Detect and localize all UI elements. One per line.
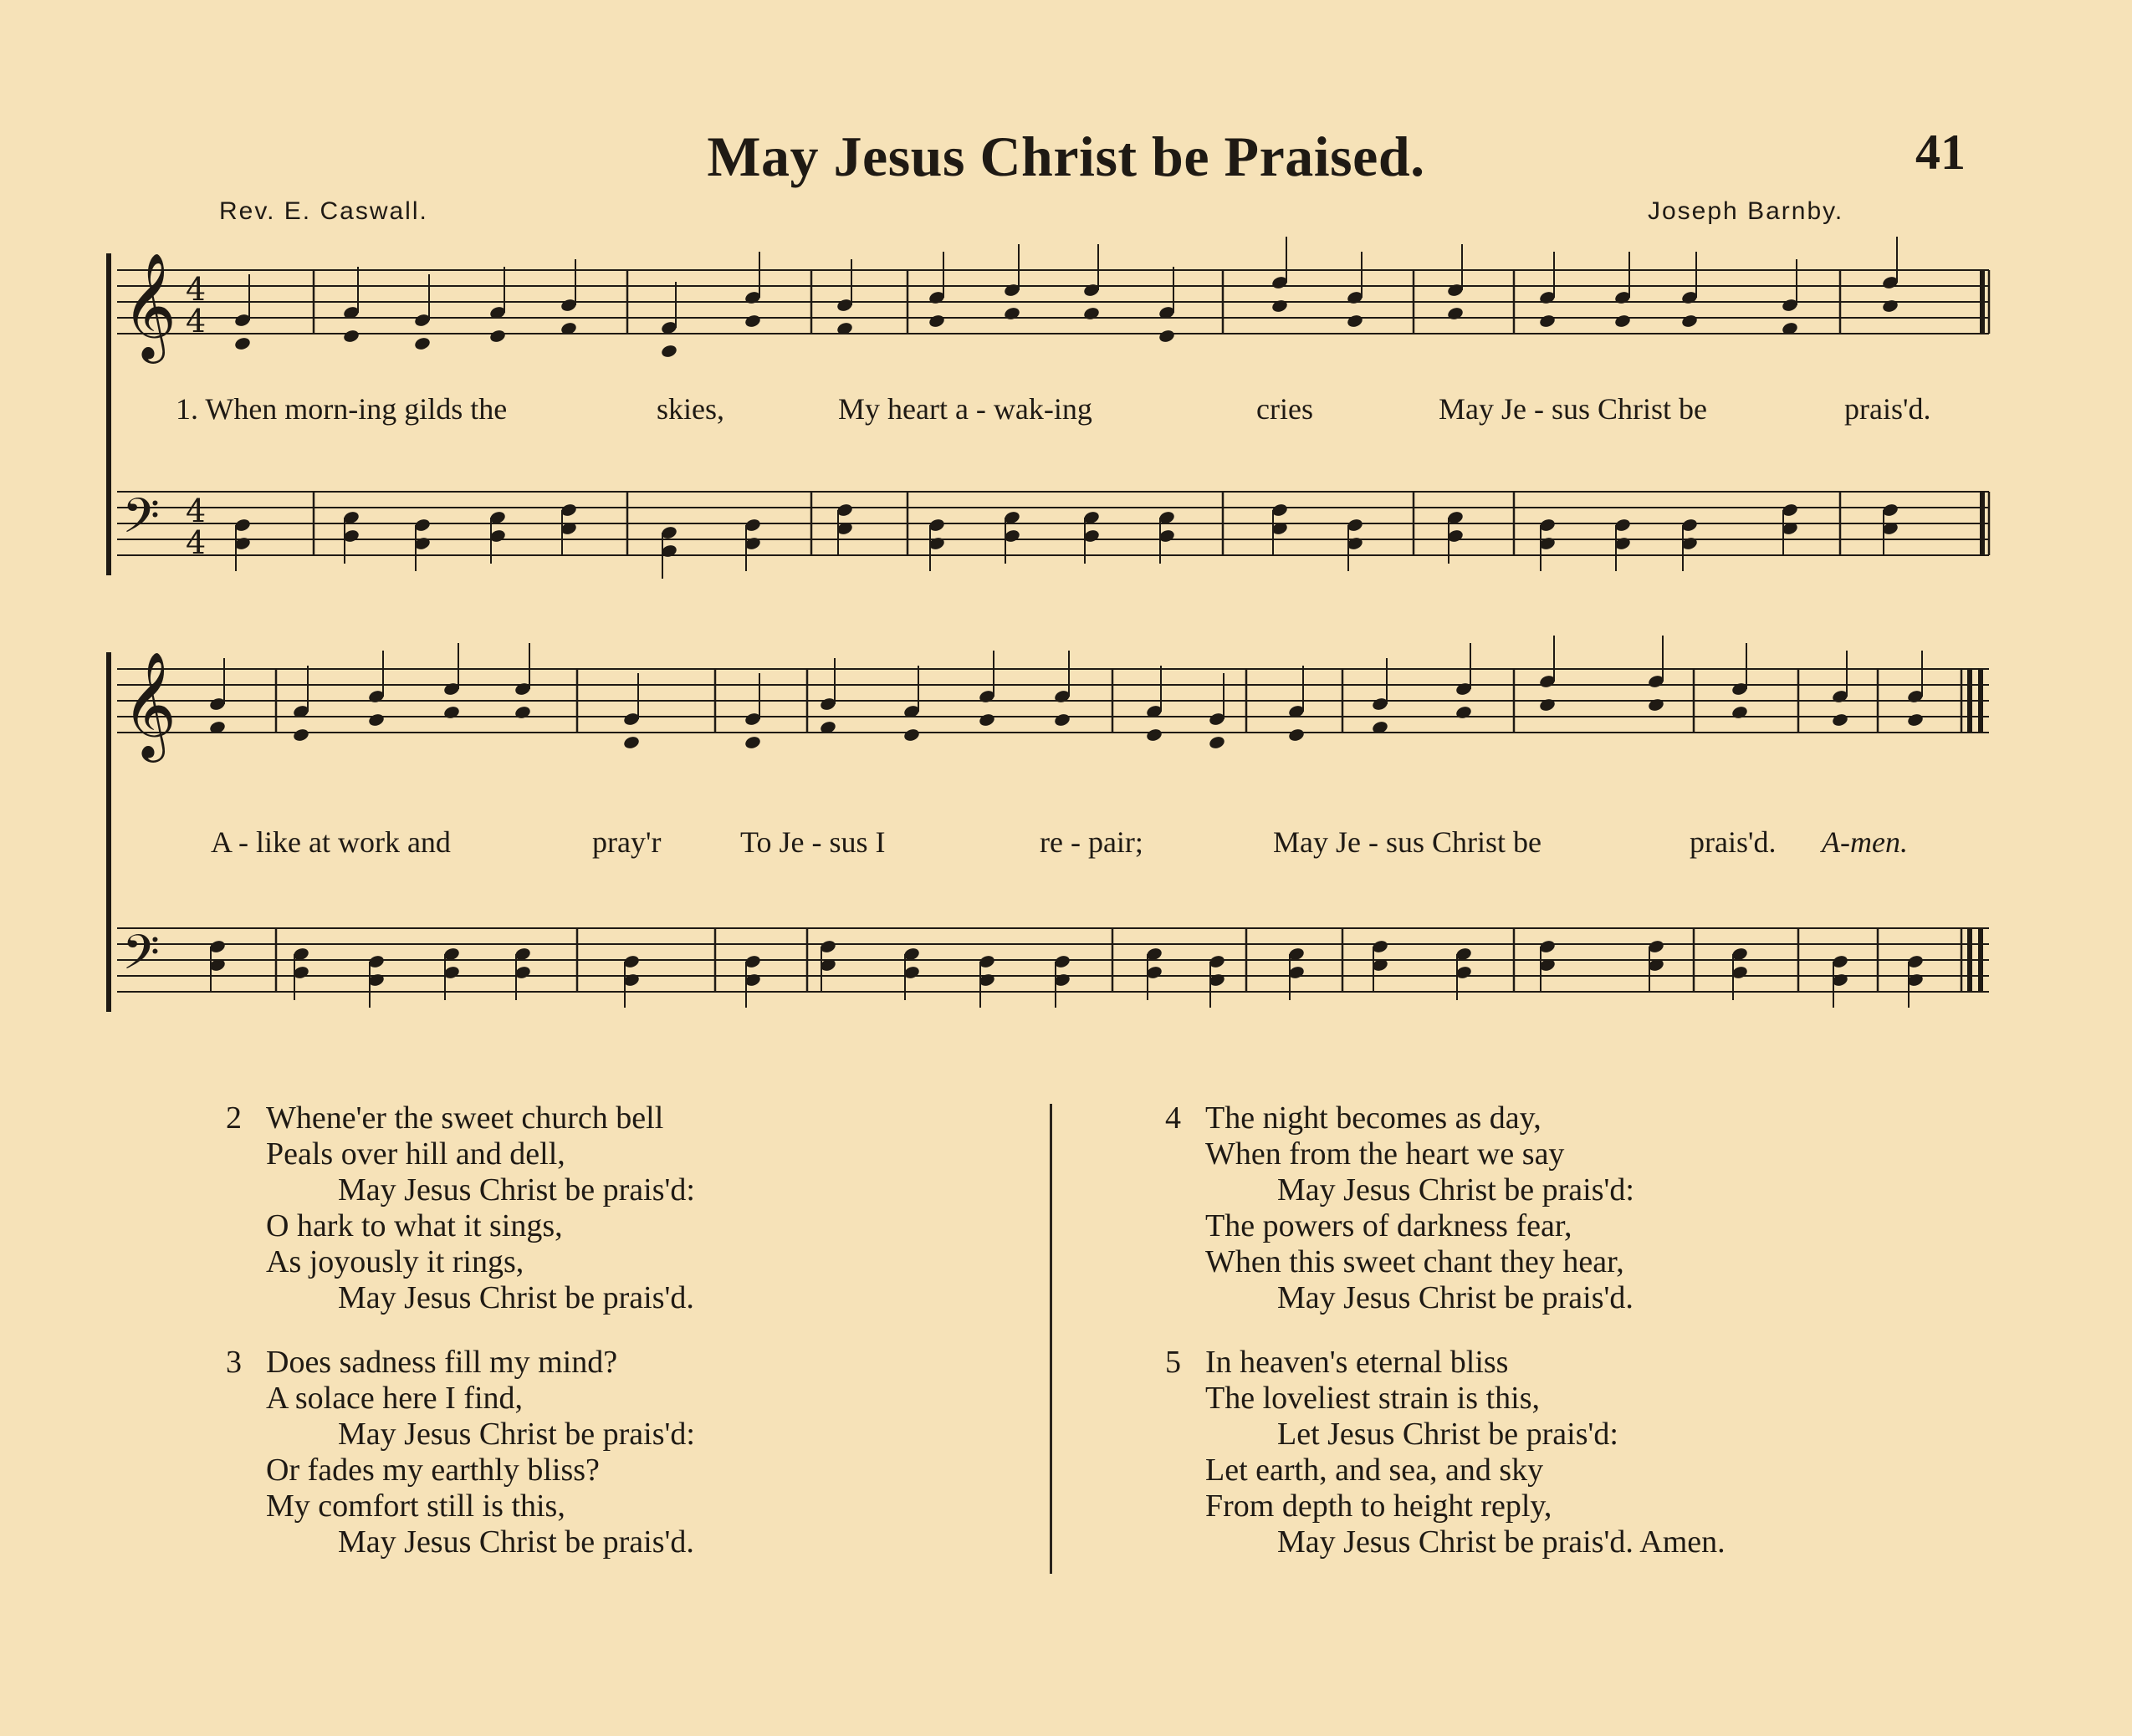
note-head xyxy=(744,314,761,329)
bass-clef: 𝄢 xyxy=(122,924,161,993)
author-credit: Rev. E. Caswall. xyxy=(219,197,428,225)
lyric-line1-b: skies, xyxy=(657,392,724,426)
note-head xyxy=(1680,314,1698,329)
lyric-line2-f: prais'd. xyxy=(1690,825,1777,859)
lyric-line2-e: May Je - sus Christ be xyxy=(1273,825,1541,859)
note-head xyxy=(622,735,640,750)
page-title: May Jesus Christ be Praised. xyxy=(707,125,1425,188)
verse-number: 2 xyxy=(226,1100,242,1136)
treble-clef: 𝄞 xyxy=(122,651,177,758)
page-number: 41 xyxy=(1915,125,1966,180)
verses-right-column xyxy=(1165,1100,1726,1589)
note-head xyxy=(1455,705,1472,720)
note-head xyxy=(744,735,761,750)
note-head xyxy=(342,329,360,344)
lyric-line2-b: pray'r xyxy=(592,825,662,859)
note-head xyxy=(1271,299,1288,314)
lyric-line2-d: re - pair; xyxy=(1040,825,1143,859)
verse-number: 4 xyxy=(1165,1100,1181,1136)
note-head xyxy=(292,728,309,743)
note-head xyxy=(1158,329,1175,344)
verses-left-column xyxy=(226,1100,695,1589)
note-head xyxy=(1831,712,1848,728)
note-head xyxy=(1287,728,1305,743)
verse-number: 3 xyxy=(226,1345,242,1380)
verse-2: 2 Whene'er the sweet church bell Peals over hill and dell, May Jesus Christ be prais'd: O hark to what it sings, As joyously it rings, May Jesus Christ be prais'd. xyxy=(226,1100,695,1315)
note-head xyxy=(442,705,460,720)
lyric-line2-c: To Je - sus I xyxy=(740,825,886,859)
note-head xyxy=(1881,299,1899,314)
note-head xyxy=(978,712,995,728)
note-head xyxy=(1613,314,1631,329)
verse-number: 5 xyxy=(1165,1345,1181,1380)
time-signature: 4 xyxy=(186,493,207,529)
note-head xyxy=(1145,728,1163,743)
time-signature: 4 xyxy=(186,303,207,340)
lyric-line1-e: May Je - sus Christ be xyxy=(1439,392,1707,426)
note-head xyxy=(1906,712,1924,728)
note-head xyxy=(1538,314,1556,329)
note-head xyxy=(1538,697,1556,712)
note-head xyxy=(1082,306,1100,321)
lyric-line1-f: prais'd. xyxy=(1844,392,1931,426)
note-head xyxy=(514,705,531,720)
lyric-line1-a: 1. When morn-ing gilds the xyxy=(176,392,508,426)
note-head xyxy=(1731,705,1748,720)
note-head xyxy=(413,336,431,351)
bass-clef: 𝄢 xyxy=(122,488,161,556)
note-head xyxy=(1346,314,1363,329)
time-signature: 4 xyxy=(186,271,207,308)
note-head xyxy=(1446,306,1464,321)
note-head xyxy=(1647,697,1664,712)
note-head xyxy=(1053,712,1071,728)
note-head xyxy=(928,314,945,329)
note-head xyxy=(902,728,920,743)
treble-clef: 𝄞 xyxy=(122,252,177,359)
note-head xyxy=(1003,306,1020,321)
time-signature: 4 xyxy=(186,524,207,561)
note-head xyxy=(488,329,506,344)
verse-4: 4 The night becomes as day, When from the heart we say May Jesus Christ be prais'd: The powers of darkness fear, When this sweet chant they hear, May Jesus Christ be prais'd. xyxy=(1165,1100,1634,1315)
note-head xyxy=(1208,735,1225,750)
lyric-line2-a: A - like at work and xyxy=(211,825,451,859)
column-divider xyxy=(1050,1104,1052,1574)
verse-3: 3 Does sadness fill my mind? A solace here I find, May Jesus Christ be prais'd: Or fades my earthly bliss? My comfort still is this, May Jesus Christ be prais'd. xyxy=(226,1345,695,1560)
note-head xyxy=(367,712,385,728)
note-head xyxy=(233,336,251,351)
composer-credit: Joseph Barnby. xyxy=(1648,197,1844,225)
lyric-amen: A-men. xyxy=(1822,825,1908,859)
verse-5: 5 In heaven's eternal bliss The loveliest strain is this, Let Jesus Christ be prais'd: Let earth, and sea, and sky From depth to height reply, May Jesus Christ be prais'd. Amen. xyxy=(1165,1345,1726,1560)
lyric-line1-c: My heart a - wak-ing xyxy=(838,392,1092,426)
lyric-line1-d: cries xyxy=(1256,392,1313,426)
note-head xyxy=(660,344,677,359)
